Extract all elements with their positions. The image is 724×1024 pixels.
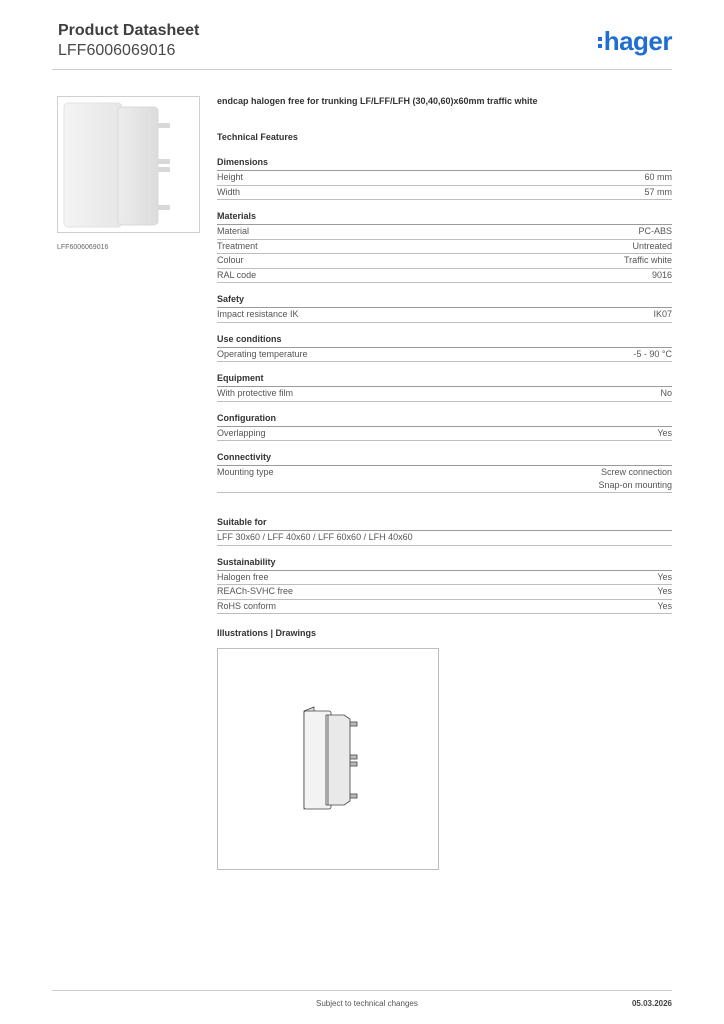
document-header: [58, 21, 199, 61]
section-title: Materials: [217, 210, 672, 225]
section-title: Sustainability: [217, 556, 672, 571]
technical-features-heading: Technical Features: [217, 132, 298, 142]
row-label: REACh-SVHC free: [217, 586, 294, 596]
table-row: [217, 254, 672, 269]
row-value: [598, 466, 672, 492]
section-configuration: [217, 412, 672, 442]
section-suitable-for: [217, 516, 672, 546]
table-row: [217, 571, 672, 586]
row-label: RoHS conform: [217, 600, 277, 611]
row-label: With protective film: [217, 388, 294, 398]
row-value: IK07: [653, 309, 672, 319]
section-safety: [217, 293, 672, 323]
row-label: Colour: [217, 255, 244, 265]
row-value: 60 mm: [644, 172, 672, 182]
row-value: 57 mm: [644, 186, 672, 197]
datasheet-content: [217, 94, 672, 614]
table-row: [217, 466, 672, 493]
product-reference: LFF6006069016: [58, 42, 176, 59]
table-row: [217, 240, 672, 255]
hager-logo: [598, 27, 672, 55]
product-description: endcap halogen free for trunking LF/LFF/LFH (30,40,60)x60mm traffic white: [217, 96, 538, 106]
table-row: [217, 348, 672, 363]
row-value: Yes: [657, 586, 672, 596]
row-label: Mounting type: [217, 467, 274, 477]
row-value-line: Screw connection: [600, 467, 672, 477]
row-label: Impact resistance IK: [217, 309, 299, 319]
row-value: -5 - 90 °C: [633, 348, 672, 359]
table-row: [217, 186, 672, 201]
product-drawing: [217, 648, 439, 870]
logo-dots-icon: [598, 34, 602, 51]
row-label: Height: [217, 172, 244, 182]
table-row: [217, 531, 672, 546]
section-dimensions: [217, 156, 672, 200]
row-label: Operating temperature: [217, 348, 308, 359]
row-value: Yes: [657, 571, 672, 582]
table-row: [217, 387, 672, 402]
table-row: [217, 600, 672, 615]
section-title: Use conditions: [217, 333, 672, 348]
table-row: [217, 225, 672, 240]
table-row: [217, 427, 672, 442]
row-label: RAL code: [217, 269, 257, 280]
endcap-line-drawing: [218, 649, 438, 869]
row-label: Treatment: [217, 240, 258, 251]
row-label: Overlapping: [217, 427, 266, 438]
row-value: No: [660, 388, 672, 398]
section-title: Equipment: [217, 372, 672, 387]
row-label: Width: [217, 186, 241, 197]
header-divider: [52, 69, 672, 70]
photo-caption: LFF6006069016: [57, 244, 109, 251]
section-materials: [217, 210, 672, 283]
section-title: Connectivity: [217, 451, 672, 466]
table-row: [217, 269, 672, 284]
section-title: Configuration: [217, 412, 672, 427]
row-label: Halogen free: [217, 571, 269, 582]
row-value: Yes: [657, 427, 672, 438]
section-title: Suitable for: [217, 516, 672, 531]
row-value-line: Snap-on mounting: [598, 480, 672, 490]
endcap-photo-image: [58, 97, 199, 232]
table-row: [217, 308, 672, 323]
illustrations-heading: Illustrations | Drawings: [217, 628, 317, 638]
row-value: Yes: [657, 600, 672, 611]
footer-divider: [52, 990, 672, 991]
row-label: LFF 30x60 / LFF 40x60 / LFF 60x60 / LFH 40x60: [217, 532, 413, 542]
row-label: Material: [217, 226, 250, 236]
section-use-conditions: [217, 333, 672, 363]
section-equipment: [217, 372, 672, 402]
section-title: Safety: [217, 293, 672, 308]
row-value: Traffic white: [623, 255, 672, 265]
table-row: [217, 171, 672, 186]
section-sustainability: [217, 556, 672, 615]
row-value: Untreated: [632, 240, 672, 251]
section-title: Dimensions: [217, 156, 672, 171]
logo-text: hager: [603, 26, 672, 56]
row-value: PC-ABS: [638, 226, 672, 236]
footer-date: 05.03.2026: [631, 999, 672, 1008]
row-value: 9016: [651, 269, 672, 280]
document-title: Product Datasheet: [58, 22, 200, 39]
product-photo: [57, 96, 200, 233]
table-row: [217, 585, 672, 600]
footer-note: Subject to technical changes: [316, 999, 418, 1008]
section-connectivity: [217, 451, 672, 493]
